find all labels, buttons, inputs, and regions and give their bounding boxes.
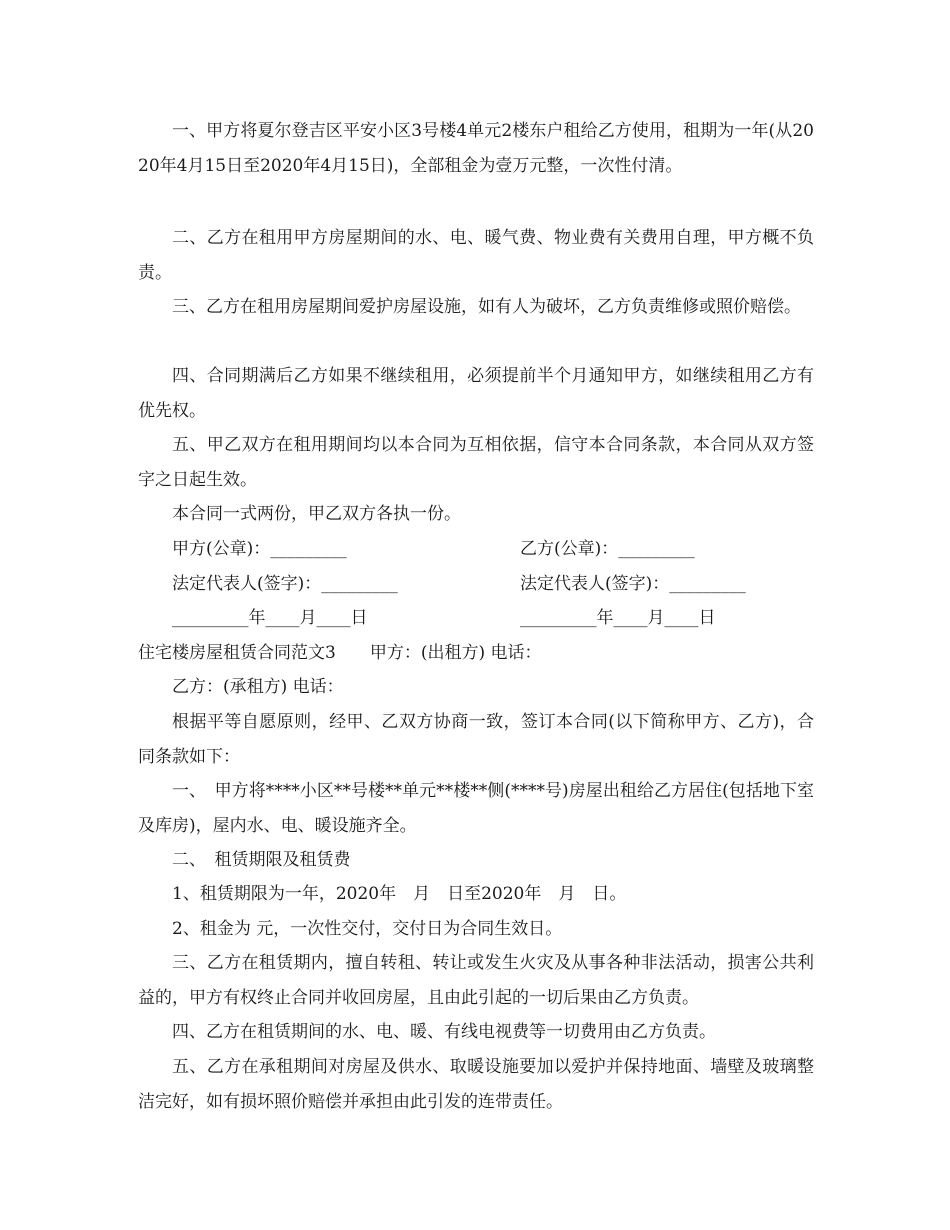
party-b-rep-line: 法定代表人(签字)：_________ [520,574,746,594]
party-a-seal-line: 甲方(公章)：_________ [172,539,347,559]
copies-note: 本合同一式两份，甲乙双方各执一份。 [172,504,461,524]
section3-intro: 根据平等自愿原则，经甲、乙双方协商一致，签订本合同(以下简称甲方、乙方)，合同条款如下： [138,712,814,767]
party-b-date-line: _________年____月____日 [520,608,716,628]
section3-item-2-1: 1、租赁期限为一年，2020年 月 日至2020年 月 日。 [172,884,627,904]
section3-item-2: 二、 租赁期限及租赁费 [172,850,351,870]
clause-5: 五、甲乙双方在租用期间均以本合同为互相依据，信守本合同条款，本合同从双方签字之日起生效。 [138,435,814,490]
section3-item-4: 四、乙方在租赁期间的水、电、暖、有线电视费等一切费用由乙方负责。 [172,1022,716,1042]
party-b-seal-line: 乙方(公章)：_________ [520,539,695,559]
section3-party-b: 乙方：(承租方) 电话： [172,677,344,697]
clause-2: 二、乙方在租用甲方房屋期间的水、电、暖气费、物业费有关费用自理，甲方概不负责。 [138,228,814,283]
clause-3: 三、乙方在租用房屋期间爱护房屋设施，如有人为破坏，乙方负责维修或照价赔偿。 [172,297,801,317]
clause-4: 四、合同期满后乙方如果不继续租用，必须提前半个月通知甲方，如继续租用乙方有优先权。 [138,366,814,421]
section3-item-2-2: 2、租金为 元，一次性交付，交付日为合同生效日。 [172,919,563,939]
party-a-date-line: _________年____月____日 [172,608,368,628]
section3-item-5: 五、乙方在承租期间对房屋及供水、取暖设施要加以爱护并保持地面、墙壁及玻璃整洁完好，如有损坏照价赔偿并承担由此引发的连带责任。 [138,1057,814,1112]
clause-1: 一、甲方将夏尔登吉区平安小区3号楼4单元2楼东户租给乙方使用，租期为一年(从2020年4月15日至2020年4月15日)，全部租金为壹万元整，一次性付清。 [138,121,814,176]
section3-heading: 住宅楼房屋租赁合同范文3 甲方：(出租方) 电话： [138,643,542,663]
section3-item-3: 三、乙方在租赁期内，擅自转租、转让或发生火灾及从事各种非法活动，损害公共利益的，甲方有权终止合同并收回房屋，且由此引起的一切后果由乙方负责。 [138,953,814,1008]
party-a-rep-line: 法定代表人(签字)：_________ [172,574,398,594]
section3-item-1: 一、 甲方将****小区**号楼**单元**楼**侧(****号)房屋出租给乙方居住(包括地下室及库房)，屋内水、电、暖设施齐全。 [138,781,814,836]
